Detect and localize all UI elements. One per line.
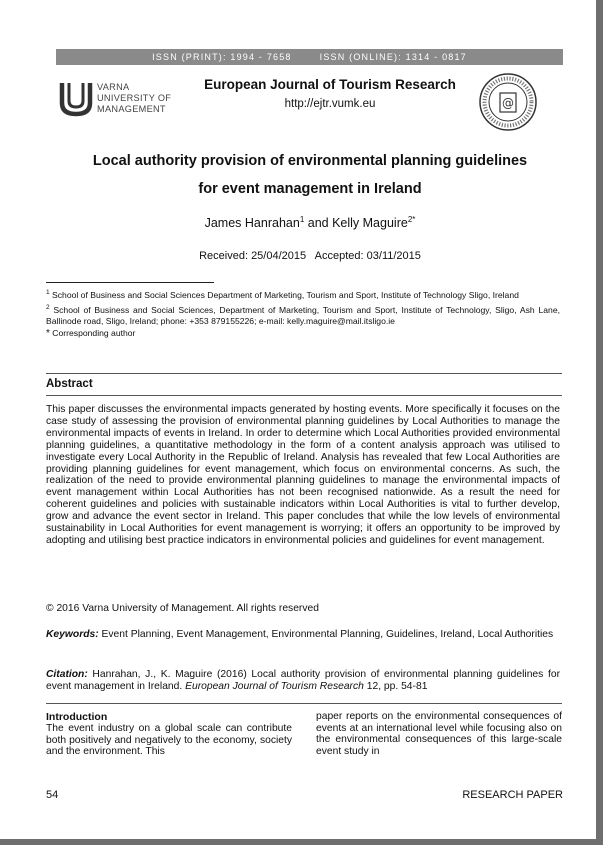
citation-text: Hanrahan, J., K. Maguire (2016) Local authority provision of environmental planning guidelines for event management in Ireland. [46,669,560,692]
svg-text:@: @ [502,96,514,110]
journal-url[interactable]: http://ejtr.vumk.eu [284,98,376,110]
author-conjunction: and [304,216,333,230]
page-frame-bottom [0,839,603,845]
abstract-heading: Abstract [46,378,93,390]
footnote-divider [46,282,214,283]
page-number: 54 [46,789,59,801]
citation [46,669,560,693]
issn-bar [56,49,563,65]
citation-volume: 12, pp. 54-81 [363,681,428,692]
introduction-heading: Introduction [46,711,108,723]
abstract-text: This paper discusses the environmental impacts generated by hosting events. More specifically it focuses on the case study of assessing the provision of environmental planning guidelines by Local Authorities to manage the environmental impacts of events in Ireland. In order to determine which Local Authorities provided environmental planning guidelines, a quantitative methodology in the form of a content analysis approach was utilised to investigate every Local Authority in the Republic of Ireland. Analysis has revealed that few Local Authorities are providing planning guidelines for event management, which focus on environmental concerns. As such, the realization of the need to provide environmental planning guidelines to manage the environmental impacts of event management within Local Authorities has not been recognised nationwide. As a result the need for coherent guidelines and policies with sustainable indicators within Local Authorities is vital to further develop, grow and advance the event sector in Ireland. This paper concludes that while the low levels of environmental sustainability in Local Authorities for event management is worrying; it offers an opportunity to be improved by adopting and utilising best practice indicators in environmental policies and guidelines for event management. [46,404,560,546]
footnote-1-text: School of Business and Social Sciences Department of Marketing, Tourism and Sport, Institute of Technology Sligo, Ireland [52,290,519,300]
university-logo-text [97,82,171,115]
paper-title [40,147,580,203]
author-2-affiliation: 2* [407,215,416,224]
footnote-1 [46,287,560,301]
logo-line-1: VARNA [97,81,130,92]
abstract-rule-top [46,373,562,374]
keywords-label: Keywords: [46,629,99,640]
author-2: Kelly Maguire [332,216,408,230]
authors [40,215,580,230]
university-logo-icon [59,79,93,117]
received-accepted-dates: Received: 25/04/2015 Accepted: 03/11/2015 [199,250,421,262]
abstract-rule-middle [46,395,562,396]
logo-line-3: MANAGEMENT [97,103,166,114]
footnote-1-mark: 1 [46,289,50,296]
paper-type: RESEARCH PAPER [462,789,563,801]
page-frame-right [596,0,603,845]
copyright: © 2016 Varna University of Management. All rights reserved [46,603,319,614]
university-logo [59,78,179,118]
footnote-2 [46,302,560,327]
paper-title-line-2: for event management in Ireland [198,181,422,197]
footnote-2-mark: 2 [46,304,50,311]
footnote-3 [46,328,560,339]
journal-seal-icon [478,72,538,132]
author-1: James Hanrahan [204,216,300,230]
introduction-text-right: paper reports on the environmental consequences of events at an international level while focusing also on the environmental consequences of this large-scale event study in [316,711,562,758]
abstract-rule-bottom [46,703,562,704]
introduction-text-left: The event industry on a global scale can contribute both positively and negatively to the economy, society and the environment. This [46,723,292,758]
keywords [46,629,560,641]
footnote-3-mark: * [46,328,50,339]
footnote-3-text: Corresponding author [52,328,136,338]
paper-title-line-1: Local authority provision of environmental planning guidelines [92,153,528,169]
citation-journal: European Journal of Tourism Research [185,681,364,692]
footnotes [46,287,560,340]
body-column-right [316,711,562,758]
keywords-text: Event Planning, Event Management, Environmental Planning, Guidelines, Ireland, Local Authorities [98,629,554,640]
body-column-left [46,711,292,758]
author-1-affiliation: 1 [299,215,305,224]
citation-label: Citation: [46,669,88,680]
issn-online: ISSN (ONLINE): 1314 - 0817 [319,52,467,62]
journal-title: European Journal of Tourism Research [204,77,456,92]
logo-line-2: UNIVERSITY OF [97,92,172,103]
footnote-2-text: School of Business and Social Sciences, Department of Marketing, Tourism and Sport, Institute of Technology, Sligo, Ash Lane, Ballinode road, Sligo, Ireland; phone: +353 879155226; e-mail: kelly.maguire@mail.itsligo.ie [46,305,560,326]
issn-print: ISSN (PRINT): 1994 - 7658 [152,52,292,62]
